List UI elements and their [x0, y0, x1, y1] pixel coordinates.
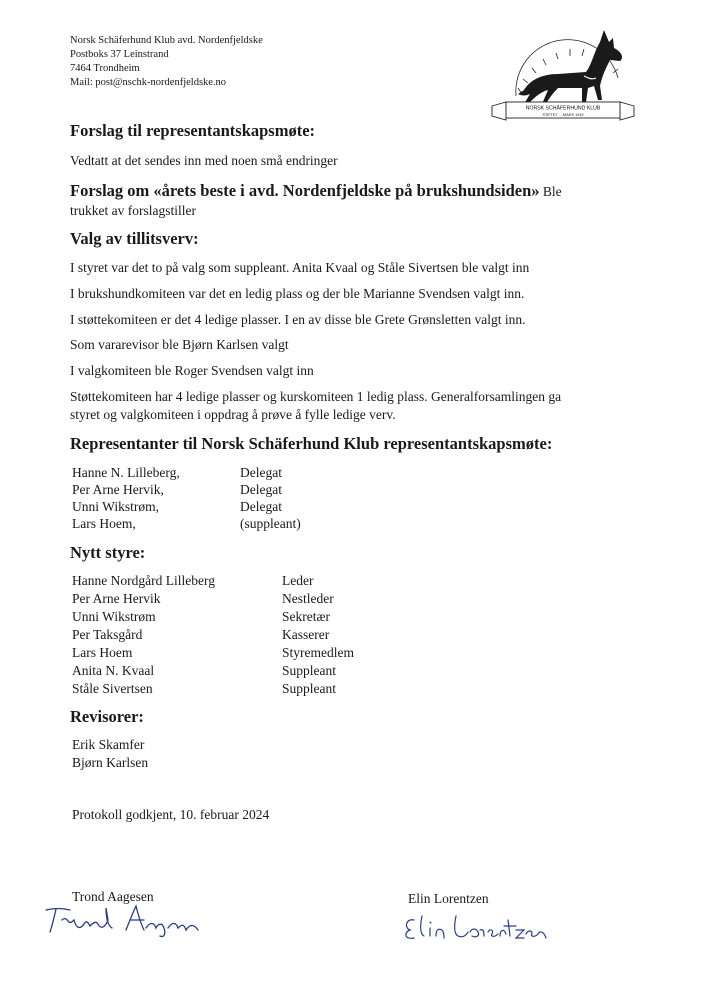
- board-role: Nestleder: [282, 591, 334, 606]
- rep-heading: Representanter til Norsk Schäferhund Klub representantskapsmøte:: [70, 434, 553, 453]
- valg-line: I brukshundkomiteen var det en ledig plass og der ble Marianne Svendsen valgt inn.: [70, 286, 525, 301]
- rep-role: Delegat: [240, 465, 282, 480]
- rep-role: Delegat: [240, 499, 282, 514]
- board-name: Ståle Sivertsen: [72, 681, 153, 696]
- valg-heading: Valg av tillitsverv:: [70, 229, 199, 248]
- proposal-bold: Forslag om «årets beste i avd. Nordenfjeldske på brukshundsiden»: [70, 181, 540, 200]
- board-name: Hanne Nordgård Lilleberg: [72, 573, 215, 588]
- board-name: Unni Wikstrøm: [72, 609, 156, 624]
- city: 7464 Trondheim: [70, 63, 140, 74]
- forslag-text: Vedtatt at det sendes inn med noen små endringer: [70, 153, 338, 168]
- board-role: Styremedlem: [282, 645, 354, 660]
- valg-line: I valgkomiteen ble Roger Svendsen valgt inn: [70, 363, 314, 378]
- rep-name: Hanne N. Lilleberg,: [72, 465, 180, 480]
- board-role: Suppleant: [282, 663, 336, 678]
- right-signer-name: Elin Lorentzen: [408, 891, 489, 906]
- postbox: Postboks 37 Leinstrand: [70, 49, 169, 60]
- left-signer-name: Trond Aagesen: [72, 889, 154, 904]
- board-name: Lars Hoem: [72, 645, 133, 660]
- board-role: Sekretær: [282, 609, 330, 624]
- valg-line: I styret var det to på valg som suppleant. Anita Kvaal og Ståle Sivertsen ble valgt inn: [70, 260, 530, 275]
- auditor-name: Erik Skamfer: [72, 737, 145, 752]
- board-name: Anita N. Kvaal: [72, 663, 155, 678]
- mail: Mail: post@nschk-nordenfjeldske.no: [70, 77, 227, 88]
- rep-name: Per Arne Hervik,: [72, 482, 164, 497]
- proposal-rest: Ble: [539, 184, 562, 199]
- board-name: Per Arne Hervik: [72, 591, 161, 606]
- rep-name: Unni Wikstrøm,: [72, 499, 159, 514]
- proposal-rest-line2: trukket av forslagstiller: [70, 203, 196, 218]
- board-role: Suppleant: [282, 681, 336, 696]
- board-name: Per Taksgård: [72, 627, 143, 642]
- valg-line: Som vararevisor ble Bjørn Karlsen valgt: [70, 337, 289, 352]
- forslag-heading: Forslag til representantskapsmøte:: [70, 121, 316, 140]
- right-signature: [400, 908, 550, 946]
- rep-role: Delegat: [240, 482, 282, 497]
- club-logo: [488, 8, 638, 122]
- logo-sub-text: STIFTET ... MARS 1919: [542, 113, 584, 117]
- board-role: Leder: [282, 573, 314, 588]
- stotte-line-1: Støttekomiteen har 4 ledige plasser og kurskomiteen 1 ledig plass. Generalforsamlingen ga: [70, 389, 562, 404]
- left-signature: [40, 900, 210, 940]
- auditor-name: Bjørn Karlsen: [72, 755, 149, 770]
- stotte-line-2: styret og valgkomiteen i oppdrag å prøve å fylle ledige verv.: [70, 407, 396, 422]
- valg-line: I støttekomiteen er det 4 ledige plasser. I en av disse ble Grete Grønsletten valgt inn.: [70, 312, 526, 327]
- logo-banner-text: NORSK SCHÄFERHUND KLUB: [525, 105, 601, 112]
- rep-role: (suppleant): [240, 516, 301, 531]
- rep-name: Lars Hoem,: [72, 516, 136, 531]
- styre-heading: Nytt styre:: [70, 543, 146, 562]
- revisor-heading: Revisorer:: [70, 707, 144, 726]
- protocol-approved: Protokoll godkjent, 10. februar 2024: [72, 807, 270, 822]
- board-role: Kasserer: [282, 627, 330, 642]
- proposal-line: [70, 181, 562, 201]
- club-name: Norsk Schäferhund Klub avd. Nordenfjeldske: [70, 35, 263, 46]
